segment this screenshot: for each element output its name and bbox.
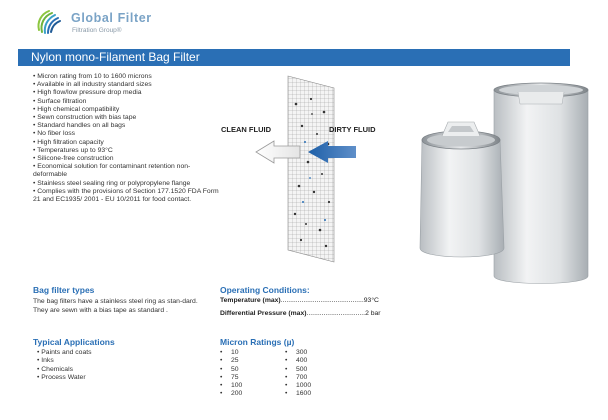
filter-bags-image — [408, 76, 600, 290]
dirty-fluid-label: DIRTY FLUID — [329, 125, 376, 134]
ratings-columns — [220, 349, 380, 399]
feature-item: • Surface filtration — [33, 97, 87, 105]
feature-item: • Economical solution for contaminant retention non-deformable — [33, 163, 191, 179]
pressure-row — [220, 310, 400, 317]
feature-item: • Silicone-free construction — [33, 155, 114, 163]
operating-heading: Operating Conditions: — [220, 285, 310, 295]
rating-item: • 50 — [220, 366, 285, 374]
rating-item: • 300 — [285, 349, 350, 357]
globe-logo-icon — [33, 6, 65, 38]
rating-item: • 1600 — [285, 390, 350, 398]
pressure-value: 2 bar — [365, 310, 381, 317]
bag-types-heading: Bag filter types — [33, 285, 95, 295]
temperature-label: Temperature (max) — [220, 297, 281, 304]
filtration-diagram — [216, 74, 391, 264]
ratings-heading: Micron Ratings (µ) — [220, 337, 295, 347]
applications-list — [33, 349, 115, 383]
bag-types-text: The bag filters have a stainless steel ring as stan-dard. They are sewn with a bias tape as standard . — [33, 298, 198, 314]
micron-ratings-section — [220, 337, 380, 399]
rating-item: • 500 — [285, 366, 350, 374]
feature-item: • Standard handles on all bags — [33, 122, 126, 130]
rating-item: • 10 — [220, 349, 285, 357]
rating-item: • 200 — [220, 390, 285, 398]
applications-heading: Typical Applications — [33, 337, 115, 347]
feature-item: • Temperatures up to 93°C — [33, 146, 113, 154]
feature-item: • No fiber loss — [33, 130, 76, 138]
page-title: Nylon mono-Filament Bag Filter — [31, 50, 200, 64]
temperature-row — [220, 297, 400, 304]
title-bar — [18, 49, 570, 66]
features-list — [33, 73, 223, 204]
feature-item: • Stainless steel sealing ring or polypropylene flange — [33, 179, 191, 187]
rating-item: • 700 — [285, 374, 350, 382]
filter-mesh-illustration — [216, 74, 391, 264]
feature-item: • High filtration capacity — [33, 138, 104, 146]
clean-fluid-label: CLEAN FLUID — [221, 125, 271, 134]
operating-conditions-section — [220, 285, 400, 317]
rating-item: • 1000 — [285, 382, 350, 390]
pressure-leader: ............................... — [306, 310, 366, 317]
brand-name: Global Filter — [71, 11, 152, 25]
application-item: • Inks — [37, 357, 54, 365]
application-item: • Paints and coats — [37, 349, 92, 356]
applications-section — [33, 337, 115, 383]
feature-item: • Available in all industry standard sizes — [33, 81, 152, 89]
rating-item: • 400 — [285, 357, 350, 365]
temperature-value: 93°C — [363, 297, 379, 304]
brand-subtitle: Filtration Group® — [72, 27, 122, 34]
temperature-leader: ............................................ — [280, 297, 364, 304]
ratings-column-1 — [220, 349, 285, 399]
brand-logo — [33, 6, 223, 40]
rating-item: • 75 — [220, 374, 285, 382]
rating-item: • 100 — [220, 382, 285, 390]
feature-item: • High flow/low pressure drop media — [33, 89, 142, 97]
feature-item: • High chemical compatibility — [33, 105, 120, 113]
bag-types-section — [33, 285, 213, 315]
ratings-column-2 — [285, 349, 350, 399]
pressure-label: Differential Pressure (max) — [220, 310, 307, 317]
feature-item: • Complies with the provisions of Section 177.1520 FDA Form 21 and EC1935/ 2001 - EU 10/2011 for food contact. — [33, 187, 219, 204]
feature-item: • Micron rating from 10 to 1600 microns — [33, 73, 152, 80]
rating-item: • 25 — [220, 357, 285, 365]
application-item: • Process Water — [37, 374, 86, 382]
feature-item: • Sewn construction with bias tape — [33, 114, 137, 122]
application-item: • Chemicals — [37, 365, 73, 373]
